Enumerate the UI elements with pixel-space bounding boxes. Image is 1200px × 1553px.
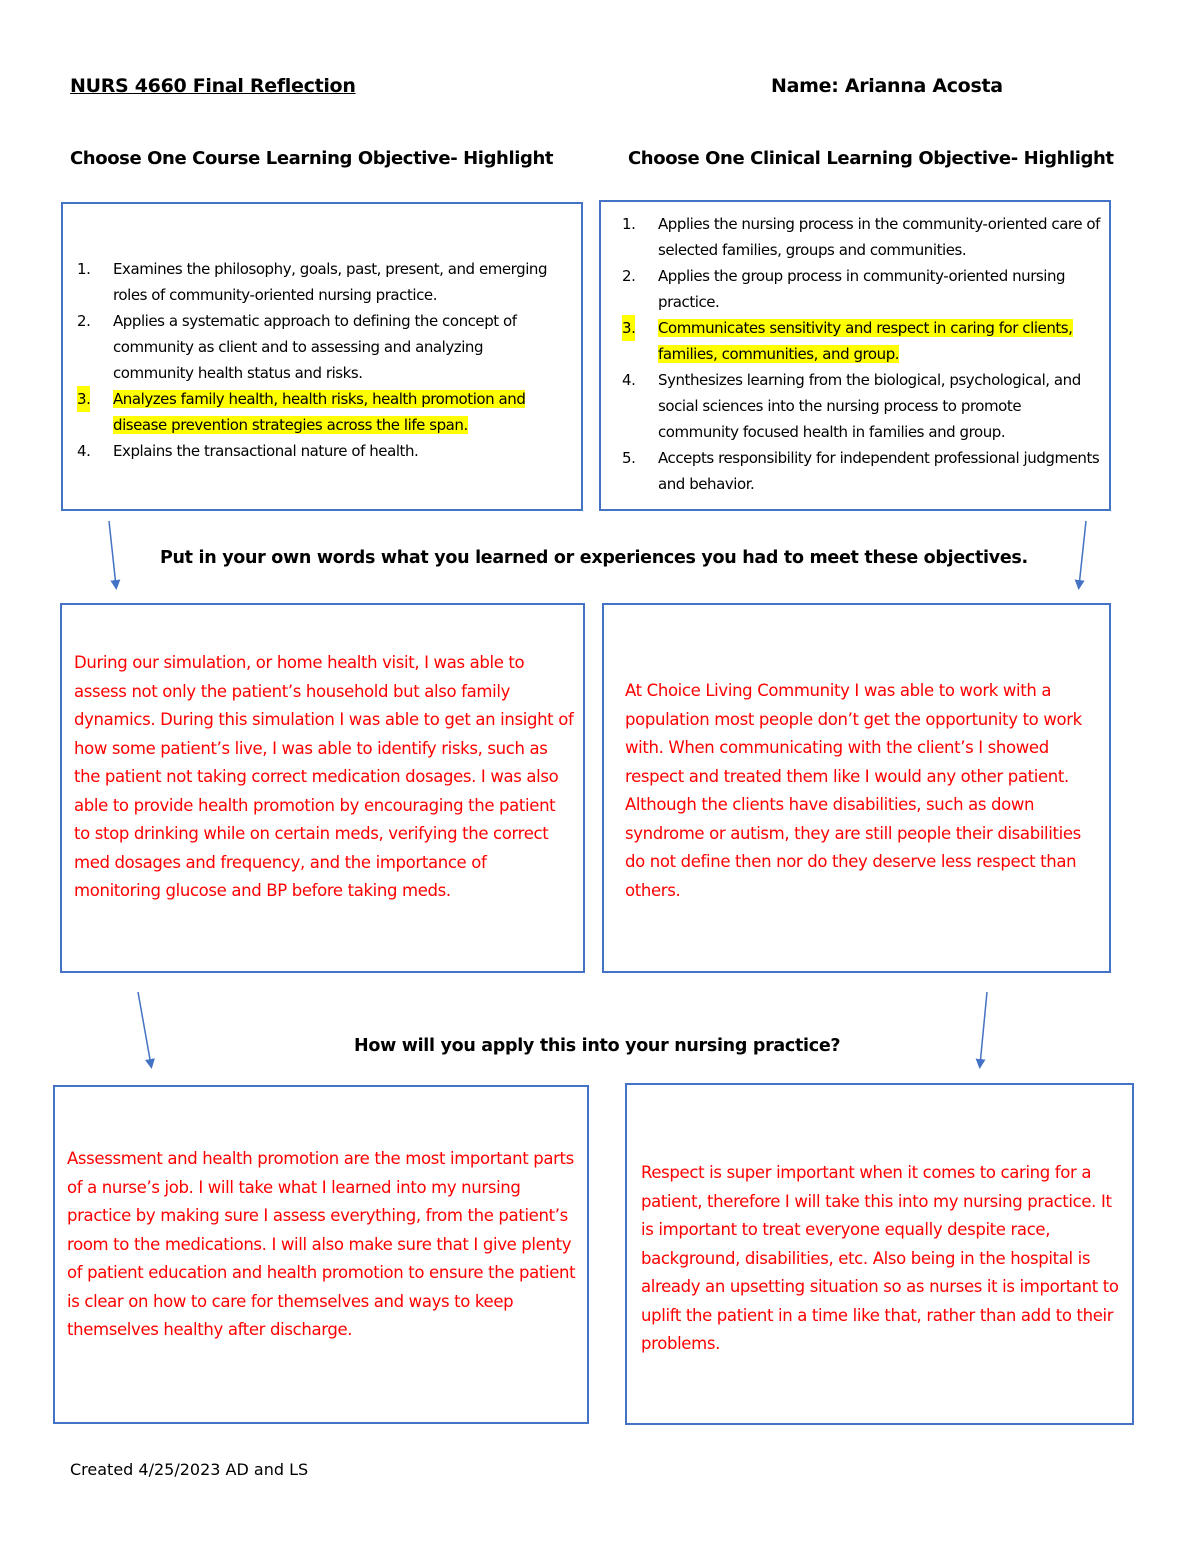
course-learned-box bbox=[60, 603, 585, 973]
learned-prompt: Put in your own words what you learned or experiences you had to meet these objectives. bbox=[160, 548, 1028, 568]
objective-text-highlighted: Communicates sensitivity and respect in caring for clients, families, communities, and group. bbox=[658, 319, 1073, 363]
course-objective-2 bbox=[77, 308, 567, 386]
objective-text: Examines the philosophy, goals, past, present, and emerging roles of community-oriented nursing practice. bbox=[113, 260, 548, 304]
document-title: NURS 4660 Final Reflection bbox=[70, 75, 356, 97]
objective-text: Synthesizes learning from the biological, psychological, and social sciences into the nursing process to promote community focused health in families and group. bbox=[658, 371, 1081, 441]
arrow-down-icon bbox=[1079, 521, 1086, 586]
clinical-learned-response: At Choice Living Community I was able to work with a population most people don’t get the opportunity to work with. When communicating with the client’s I showed respect and treated them like I would any other patient. Although the clients have disabilities, such as down syndrome or autism, they are still people their disabilities do not define then nor do they deserve less respect than others. bbox=[625, 681, 1082, 900]
clinical-learned-box bbox=[602, 603, 1111, 973]
student-name: Name: Arianna Acosta bbox=[771, 75, 1003, 97]
objective-text: Explains the transactional nature of health. bbox=[113, 442, 419, 460]
list-number: 1. bbox=[77, 260, 91, 278]
list-number: 2. bbox=[77, 312, 91, 330]
clinical-apply-box bbox=[625, 1083, 1134, 1425]
course-learned-response: During our simulation, or home health visit, I was able to assess not only the patient’s household but also family dynamics. During this simulation I was able to get an insight of how some patient’s live, I was able to identify risks, such as the patient not taking correct medication dosages. I was also able to provide health promotion by encouraging the patient to stop drinking while on certain meds, verifying the correct med dosages and frequency, and the importance of monitoring glucose and BP before taking meds. bbox=[74, 653, 574, 900]
course-objectives-box bbox=[61, 202, 583, 511]
list-number: 4. bbox=[77, 442, 91, 460]
course-objective-heading: Choose One Course Learning Objective- Highlight bbox=[70, 148, 554, 169]
list-number: 2. bbox=[622, 267, 636, 285]
arrow-down-icon bbox=[109, 521, 116, 586]
list-number: 3. bbox=[77, 386, 90, 412]
clinical-apply-response: Respect is super important when it comes to caring for a patient, therefore I will take this into my nursing practice. It is important to treat everyone equally despite race, background, disabilities, etc. Also being in the hospital is already an upsetting situation so as nurses it is important to uplift the patient in a time like that, rather than add to their problems. bbox=[641, 1163, 1119, 1353]
objective-text-highlighted: Analyzes family health, health risks, health promotion and disease prevention strategies across the life span. bbox=[113, 390, 526, 434]
objective-text: Applies a systematic approach to defining the concept of community as client and to assessing and analyzing community health status and risks. bbox=[113, 312, 517, 382]
created-footer: Created 4/25/2023 AD and LS bbox=[70, 1460, 309, 1479]
course-apply-box bbox=[53, 1085, 589, 1424]
course-objective-4 bbox=[77, 438, 567, 464]
clinical-objective-heading: Choose One Clinical Learning Objective- Highlight bbox=[628, 148, 1114, 169]
list-number: 1. bbox=[622, 215, 636, 233]
list-number: 3. bbox=[622, 315, 635, 341]
course-apply-response: Assessment and health promotion are the most important parts of a nurse’s job. I will take what I learned into my nursing practice by making sure I assess everything, from the patient’s room to the medications. I will also make sure that I give plenty of patient education and health promotion to ensure the patient is clear on how to care for themselves and ways to keep themselves healthy after discharge. bbox=[67, 1149, 576, 1339]
apply-prompt: How will you apply this into your nursing practice? bbox=[354, 1036, 841, 1056]
list-number: 4. bbox=[622, 371, 636, 389]
clinical-objectives-list bbox=[622, 211, 1102, 497]
clinical-objective-4 bbox=[622, 367, 1102, 445]
clinical-objectives-box bbox=[599, 200, 1111, 511]
arrow-down-icon bbox=[980, 992, 987, 1065]
objective-text: Accepts responsibility for independent professional judgments and behavior. bbox=[658, 449, 1100, 493]
list-number: 5. bbox=[622, 449, 636, 467]
clinical-objective-1 bbox=[622, 211, 1102, 263]
arrow-down-icon bbox=[138, 992, 151, 1065]
objective-text: Applies the nursing process in the community-oriented care of selected families, groups and communities. bbox=[658, 215, 1100, 259]
clinical-objective-3-highlighted bbox=[622, 315, 1102, 367]
course-objective-3-highlighted bbox=[77, 386, 567, 438]
objective-text: Applies the group process in community-oriented nursing practice. bbox=[658, 267, 1066, 311]
course-objectives-list bbox=[77, 256, 567, 464]
clinical-objective-2 bbox=[622, 263, 1102, 315]
clinical-objective-5 bbox=[622, 445, 1102, 497]
course-objective-1 bbox=[77, 256, 567, 308]
